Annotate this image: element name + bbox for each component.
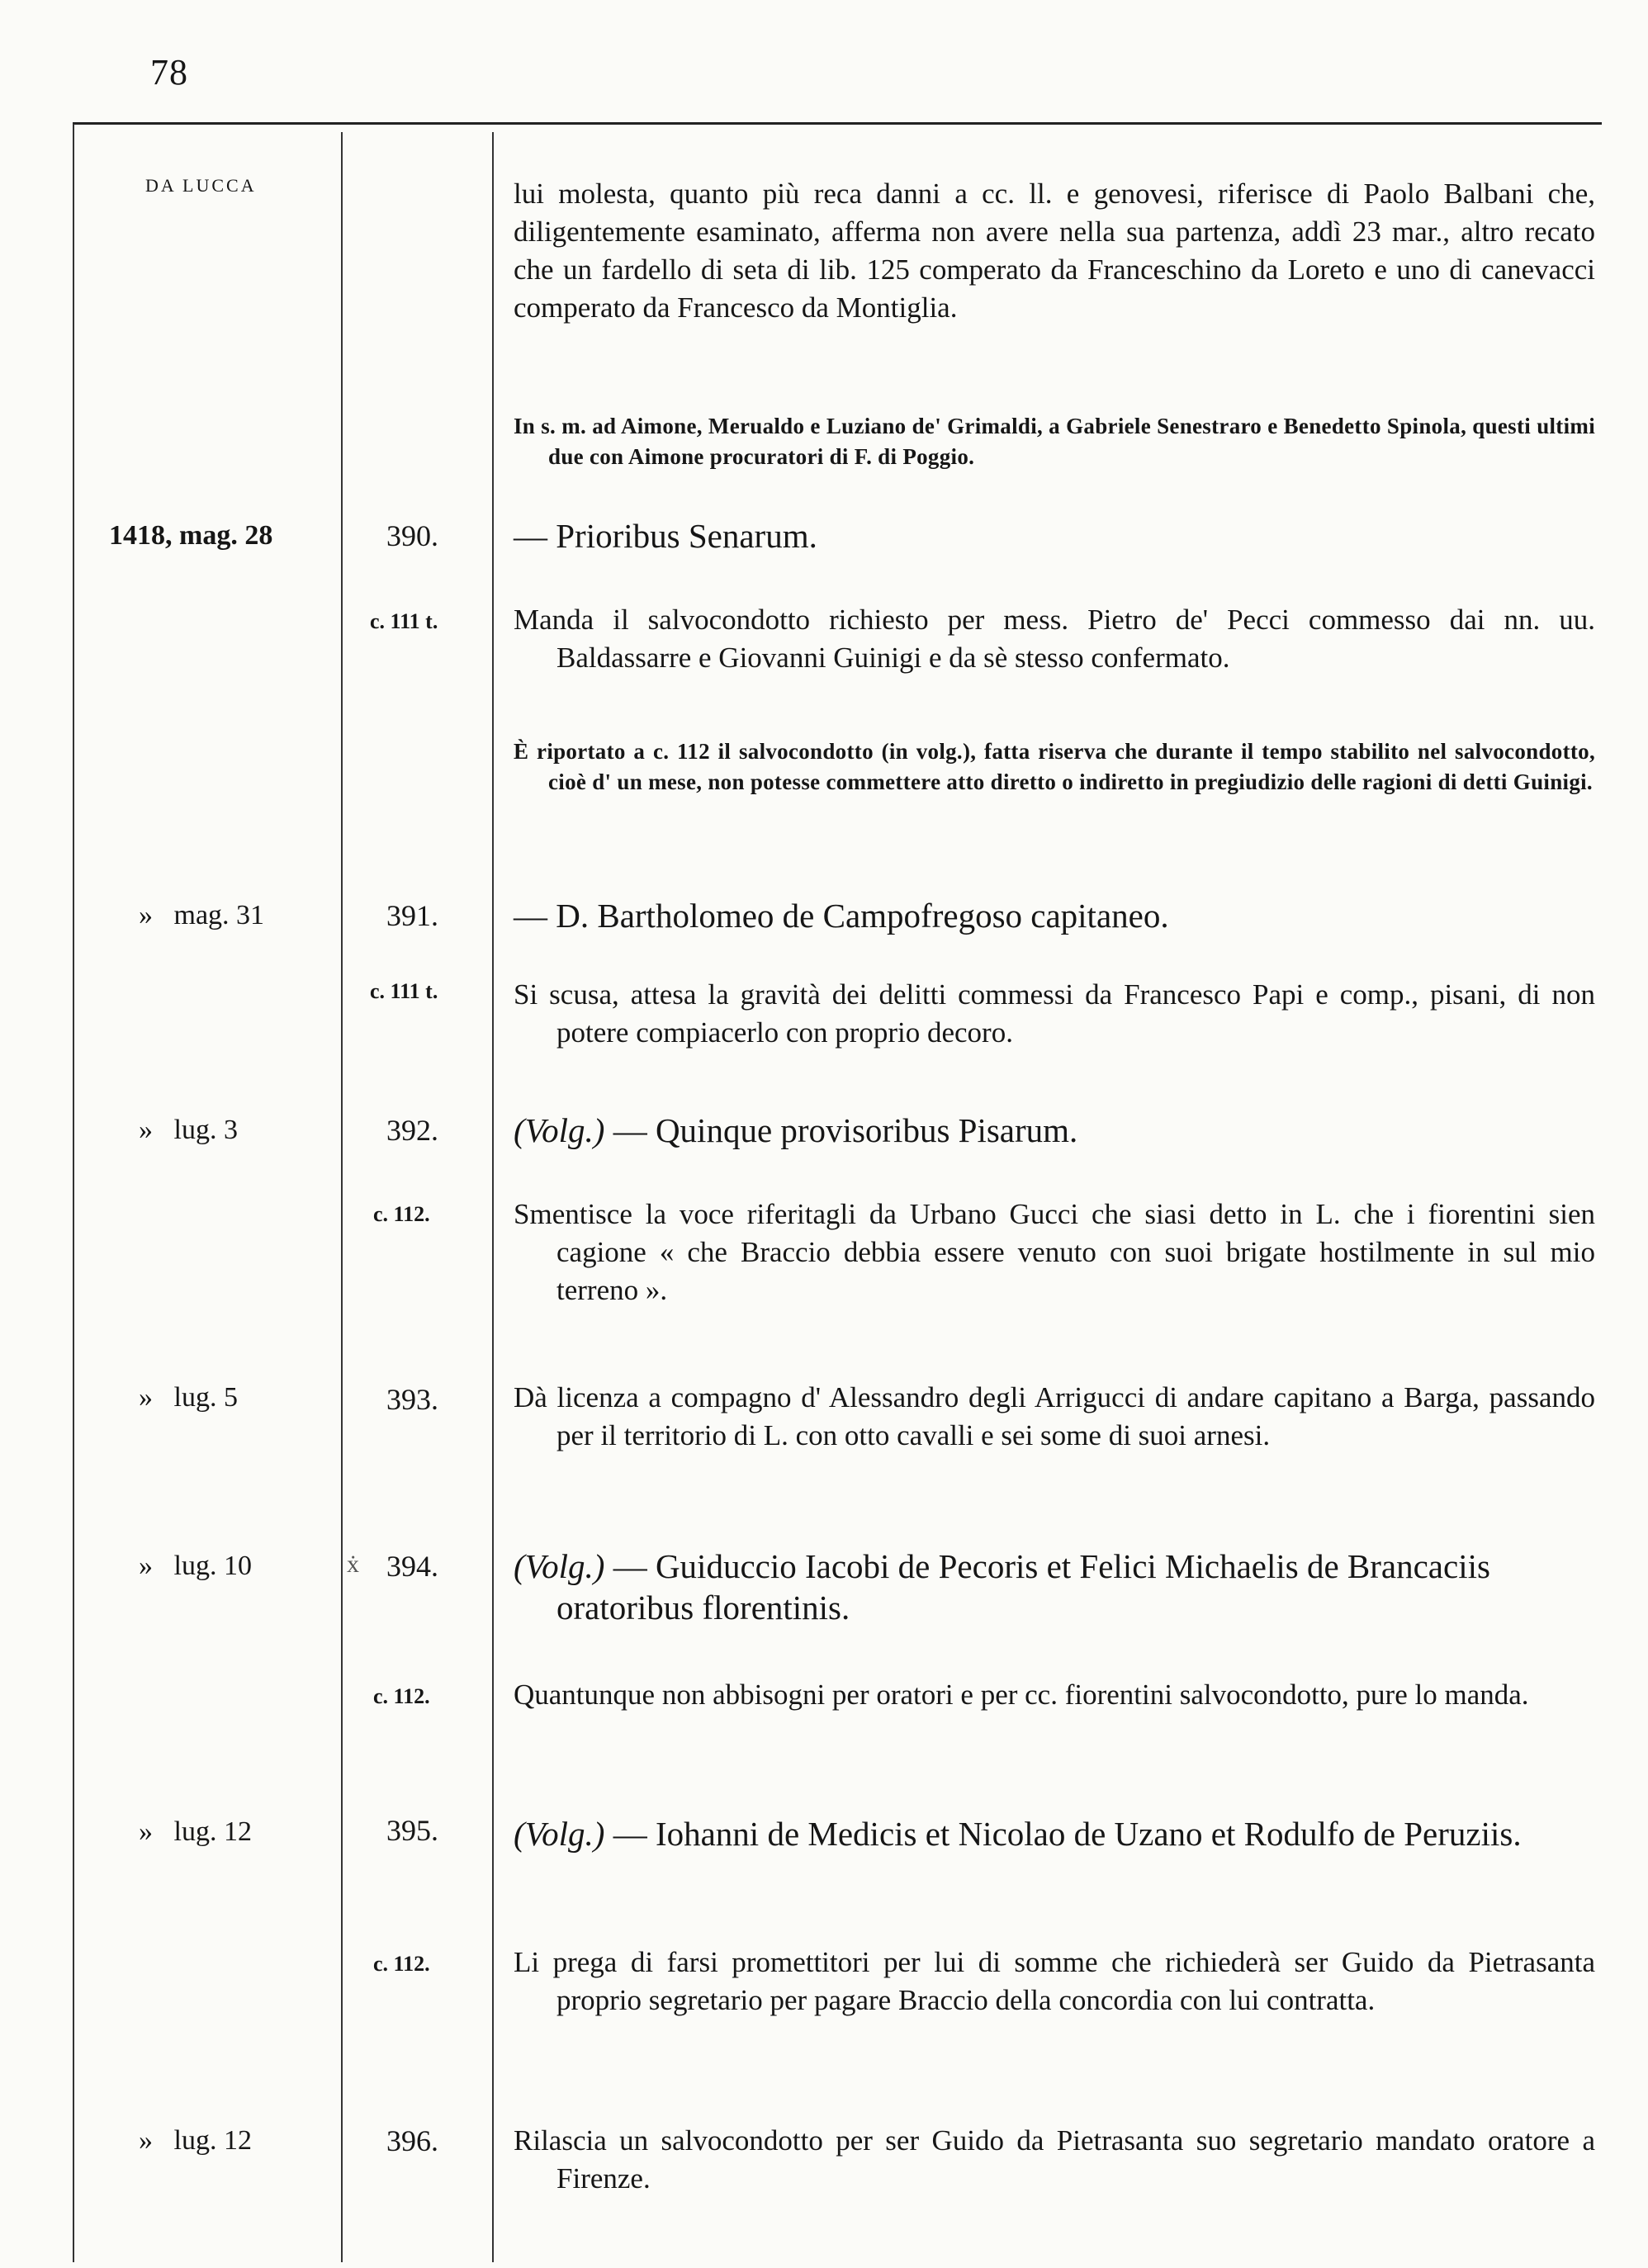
entry-body [514,1196,1595,1309]
date-text: lug. 10 [173,1551,252,1581]
column-rule-right [492,132,494,2262]
entry-body [514,2122,1595,2198]
header-rule [73,122,1602,125]
date-text: lug. 12 [173,2125,252,2156]
running-heading: DA LUCCA [145,175,257,196]
entry-number: 390. [386,519,438,552]
entry-body [514,601,1595,677]
entry-number: 396. [386,2124,438,2157]
entry-body [514,1676,1595,1714]
column-rule-middle [341,132,343,2262]
carta-ref: c. 112. [373,1202,430,1226]
entry-continuation [514,175,1595,327]
title-text: — Prioribus Senarum. [514,517,817,555]
guillemet: » [139,1115,153,1145]
guillemet: » [139,2125,153,2156]
carta-ref: c. 112. [373,1684,430,1708]
entry-date [139,1382,238,1413]
title-text [514,1110,1595,1151]
date-text: lug. 3 [173,1115,238,1145]
entry-number: 392. [386,1114,438,1147]
guillemet: » [139,1382,153,1413]
note-text: In s. m. ad Aimone, Merualdo e Luziano de' Grimaldi, a Gabriele Senestraro e Benedetto Spinola, questi ultimi due con Aimone procuratori di F. di Poggio. [514,414,1595,469]
entry-title [514,1546,1595,1628]
title-body: — Quinque provisoribus Pisarum. [604,1111,1078,1149]
entry-date [139,1816,252,1848]
entry-title [514,1813,1595,1854]
entry-note [514,411,1595,472]
margin-mark: ẋ [347,1551,359,1578]
note-text: È riportato a c. 112 il salvocondotto (in volg.), fatta riserva che durante il tempo stabilito nel salvocondotto, cioè d' un mese, non potesse commettere atto diretto o indiretto in pregiudizio delle ragioni di detti Guinigi. [514,739,1595,794]
guillemet: » [139,1816,153,1847]
entry-body [514,976,1595,1052]
entry-date [139,1551,252,1582]
entry-number: 391. [386,899,438,932]
guillemet: » [139,900,153,930]
entry-text: Li prega di farsi promettitori per lui di somme che richiederà ser Guido da Pietrasanta proprio segretario per pagare Braccio della concordia con lui contratta. [514,1946,1595,2016]
volg-label: (Volg.) [514,1111,605,1149]
title-body: — Guiduccio Iacobi de Pecoris et Felici Michaelis de Brancaciis oratoribus florentinis. [556,1547,1490,1626]
volg-label: (Volg.) [514,1547,605,1585]
entry-title [514,1110,1595,1151]
column-rule-left [73,124,74,2262]
entry-number: 395. [386,1814,438,1847]
entry-text: Si scusa, attesa la gravità dei delitti commessi da Francesco Papi e comp., pisani, di non potere compiacerlo con proprio decoro. [514,978,1595,1049]
entry-date: 1418, mag. 28 [109,520,273,551]
entry-text: Smentisce la voce riferitagli da Urbano Gucci che siasi detto in L. che i fiorentini sien cagione « che Braccio debbia essere venuto con suoi brigate hostilmente in sul mio terreno ». [514,1198,1595,1306]
carta-ref: c. 111 t. [370,609,438,633]
page-number: 78 [150,52,188,92]
carta-ref: c. 112. [373,1952,430,1976]
date-text: mag. 31 [173,900,265,930]
date-text: lug. 5 [173,1382,238,1413]
carta-ref: c. 111 t. [370,979,438,1003]
entry-body [514,1944,1595,2019]
guillemet: » [139,1551,153,1581]
entry-note [514,736,1595,798]
entry-number: 394. [386,1550,438,1583]
entry-text: Manda il salvocondotto richiesto per mess. Pietro de' Pecci commesso dai nn. uu. Baldassarre e Giovanni Guinigi e da sè stesso confermato. [514,604,1595,674]
entry-title [514,515,1595,556]
title-text [514,1546,1595,1628]
title-text: — D. Bartholomeo de Campofregoso capitaneo. [514,897,1169,935]
entry-text: Quantunque non abbisogni per oratori e per cc. fiorentini salvocondotto, pure lo manda. [514,1679,1529,1711]
entry-number: 393. [386,1383,438,1416]
title-body: — Iohanni de Medicis et Nicolao de Uzano et Rodulfo de Peruziis. [604,1815,1522,1853]
entry-date [139,2125,252,2157]
entry-text: Dà licenza a compagno d' Alessandro degli Arrigucci di andare capitano a Barga, passando per il territorio di L. con otto cavalli e sei some di suoi arnesi. [514,1381,1595,1451]
entry-title [514,895,1595,936]
entry-date [139,1115,238,1146]
entry-body [514,1379,1595,1455]
volg-label: (Volg.) [514,1815,605,1853]
date-text: lug. 12 [173,1816,252,1847]
entry-text: Rilascia un salvocondotto per ser Guido da Pietrasanta suo segretario mandato oratore a Firenze. [514,2124,1595,2195]
title-text [514,1813,1595,1854]
entry-text: lui molesta, quanto più reca danni a cc. ll. e genovesi, riferisce di Paolo Balbani che, diligentemente esaminato, afferma non avere nella sua partenza, addì 23 mar., altro recato che un fardello di seta di lib. 125 comperato da Franceschino da Loreto e uno di canevacci comperato da Francesco da Montiglia. [514,178,1595,324]
entry-date [139,900,264,931]
